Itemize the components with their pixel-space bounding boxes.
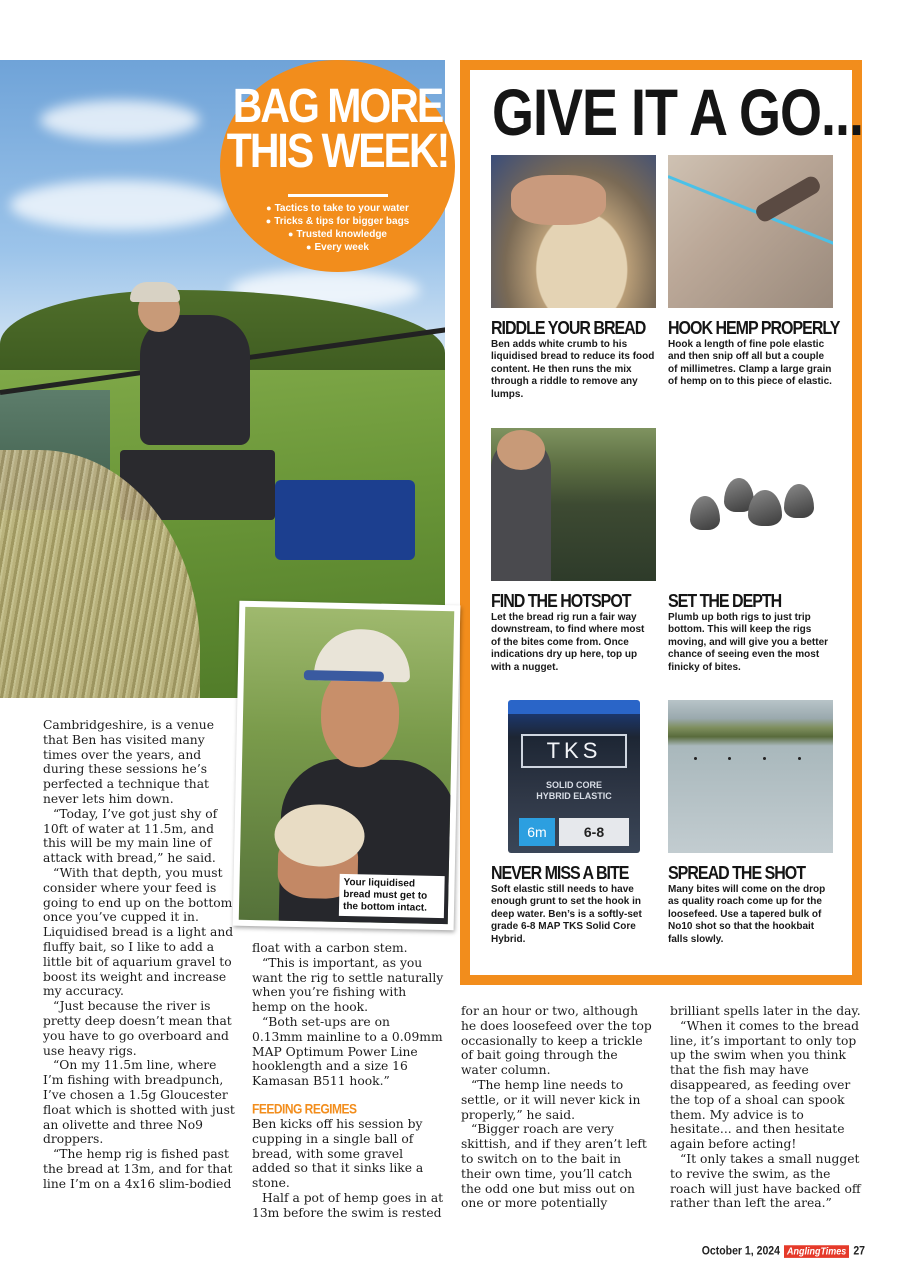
tip-text: Let the bread rig run a fair way downstream, to find where most of the bites come from. Once indications dry up here, top up with a nugget. [491,612,645,673]
article-column-4 [670,1004,862,1211]
paragraph: for an hour or two, although he does loosefeed over the top occasionally to keep a trickle of bait going through the water column. [461,1004,652,1078]
package-logo: TKS [521,734,627,768]
paragraph: “With that depth, you must consider where your feed is going to end up on the bottom once you’ve cupped it in. Liquidised bread is a light and fluffy bait, so I like to add a little bit of aquarium gravel to boost its weight and increase my accuracy. [43,865,234,999]
paragraph: “Bigger roach are very skittish, and if they aren’t left to switch on to the bait in their own time, you’ll catch the odd one but miss out on one or more potentially [461,1122,647,1211]
badge-item: ● Tricks & tips for bigger bags [220,215,455,228]
issue-date: October 1, 2024 [701,1244,780,1258]
package-size: 6-8 [559,818,629,846]
badge-divider [288,194,388,197]
tip-spread-the-shot [668,700,833,946]
paragraph: float with a carbon stem. [252,941,408,955]
elastic-package-photo [491,700,656,853]
package-line1: SOLID CORE [545,780,602,790]
tips-box-title: GIVE IT A GO... [492,76,864,150]
paragraph: Ben kicks off his session by cupping in a single ball of bread, with some gravel added so that it sinks like a stone. [252,1116,424,1191]
tip-hook-hemp-properly [668,155,840,389]
package-label [519,780,629,802]
paragraph: “Just because the river is pretty deep doesn’t mean that you have to go overboard and use heavy rigs. [43,999,232,1058]
tip-text: Soft elastic still needs to have enough grunt to set the hook in deep water. Ben’s is a softly-set grade 6-8 MAP TKS Solid Core Hybrid. [491,884,642,945]
tip-heading: FIND THE HOTSPOT [491,592,631,612]
badge-item: ● Trusted knowledge [220,228,455,241]
hotspot-photo [491,428,656,581]
tip-text: Plumb up both rigs to just trip bottom. This will keep the rigs moving, and will give you a better chance of seeing even the most finicky of bites. [668,612,829,673]
page-number: 27 [853,1244,865,1258]
tip-heading: SPREAD THE SHOT [668,864,806,884]
paragraph: “The hemp line needs to settle, or it will never kick in properly,” he said. [461,1077,641,1122]
shot-weights-photo [668,428,833,581]
float-water-photo [668,700,833,853]
tip-never-miss-a-bite [491,700,656,946]
article-column-3 [461,1004,653,1211]
badge-title-line2: THIS WEEK! [226,123,449,178]
paragraph: “The hemp rig is fished past the bread at 13m, and for that line I’m on a 4x16 slim-bodied [43,1147,233,1191]
tip-text: Many bites will come on the drop as quality roach come up for the loosefeed. Use a tapered bulk of No10 shot so that the hookbait falls slowly. [668,884,826,945]
promo-badge [220,60,455,272]
page-footer [702,1244,865,1258]
article-column-1 [43,718,235,1192]
package-line2: HYBRID ELASTIC [536,791,612,801]
badge-title-line1: BAG MORE [232,78,443,133]
badge-title [220,78,455,178]
paragraph: “It only takes a small nugget to revive the swim, as the roach will just have backed off rather than left the area.” [670,1151,861,1211]
tip-set-the-depth [668,428,833,674]
badge-item: ● Every week [220,241,455,254]
badge-list [220,202,455,254]
hemp-photo [668,155,833,308]
paragraph: “On my 11.5m line, where I’m fishing with breadpunch, I’ve chosen a 1.5g Gloucester float which is shotted with just an olivette and three No9 droppers. [43,1058,235,1147]
package-length: 6m [519,818,555,846]
riddle-photo [491,155,656,308]
photo-caption: Your liquidised bread must get to the bottom intact. [339,874,445,918]
tip-find-the-hotspot [491,428,656,674]
paragraph: Half a pot of hemp goes in at 13m before the swim is rested [252,1190,444,1220]
article-column-2 [252,941,444,1221]
tip-riddle-your-bread [491,155,656,401]
tip-heading: NEVER MISS A BITE [491,864,629,884]
badge-item: ● Tactics to take to your water [220,202,455,215]
tip-heading: RIDDLE YOUR BREAD [491,319,646,339]
tip-heading: HOOK HEMP PROPERLY [668,319,840,339]
paragraph: brilliant spells later in the day. [670,1004,861,1018]
paragraph: “Both set-ups are on 0.13mm mainline to a 0.09mm MAP Optimum Power Line hooklength and a size 16 Kamasan B511 hook.” [252,1014,443,1089]
tip-text: Ben adds white crumb to his liquidised bread to reduce its food content. He then runs the mix through a riddle to remove any lumps. [491,339,655,400]
paragraph: “Today, I’ve got just shy of 10ft of water at 11.5m, and this will be my main line of attack with bread,” he said. [43,806,218,866]
publication-logo: AnglingTimes [784,1245,849,1258]
tip-heading: SET THE DEPTH [668,592,782,612]
section-subheading: FEEDING REGIMES [252,1100,357,1118]
paragraph: Cambridgeshire, is a venue that Ben has visited many times over the years, and during these sessions he’s perfected a technique that never lets him down. [43,718,214,806]
paragraph: “This is important, as you want the rig to settle naturally when you’re fishing with hemp on the hook. [252,955,444,1015]
tip-text: Hook a length of fine pole elastic and then snip off all but a couple of millimetres. Clamp a large grain of hemp on to this piece of elastic. [668,339,832,388]
paragraph: “When it comes to the bread line, it’s important to only top up the swim when you think that the fish may have disappeared, as feeding over the top of a shoal can spook them. My advice is to hesitate... and then hesitate again before acting! [670,1018,860,1152]
inset-portrait [233,601,461,931]
